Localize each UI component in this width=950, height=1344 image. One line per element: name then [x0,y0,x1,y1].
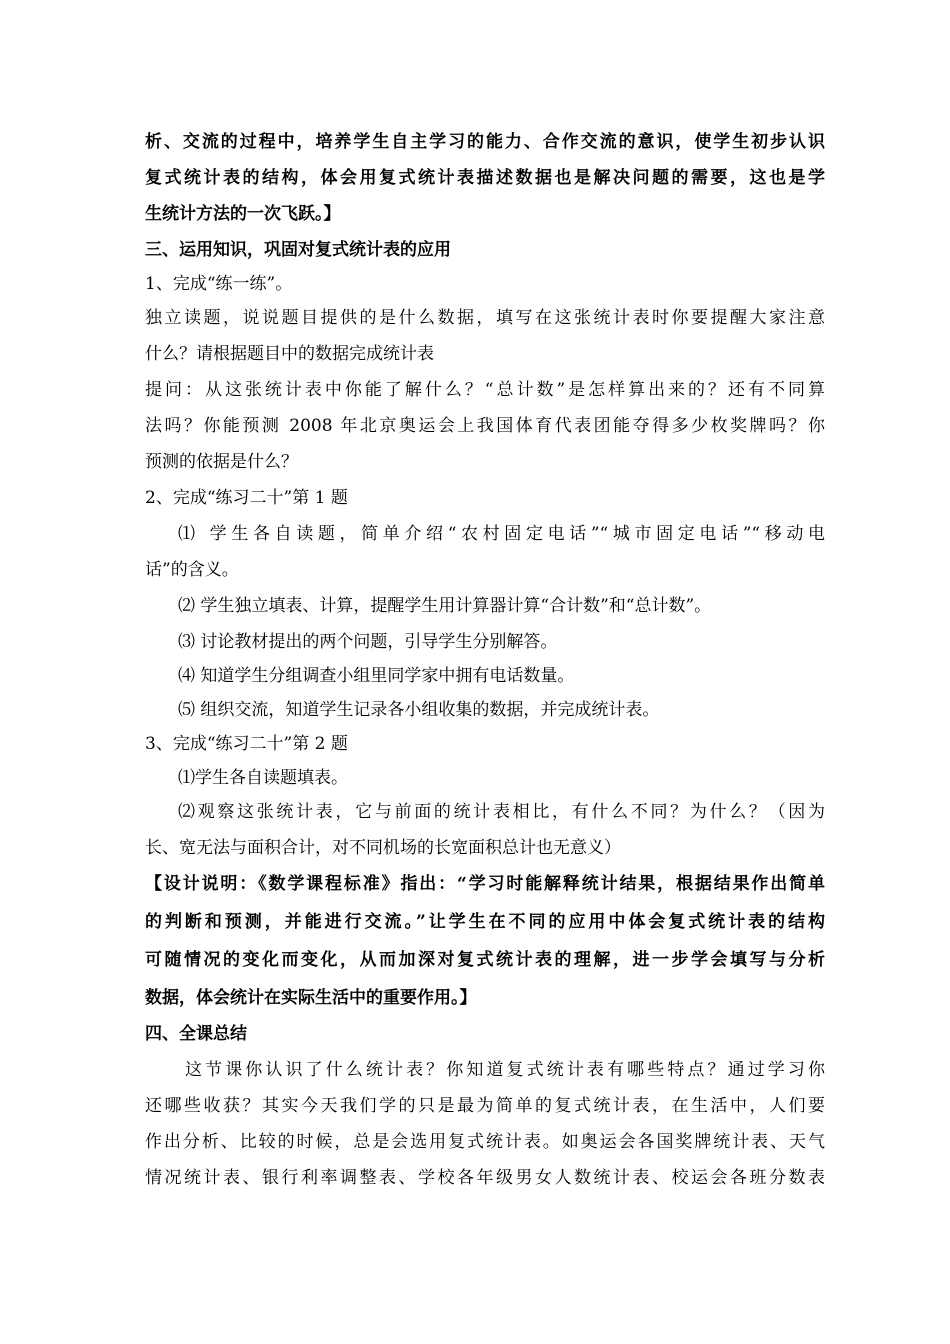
design-note-line: 可随情况的变化而变化，从而加深对复式统计表的理解，进一步学会填写与分析 [145,950,825,970]
list-item: ⑶ 讨论教材提出的两个问题，引导学生分别解答。 [178,632,558,652]
design-note-line: 析、交流的过程中，培养学生自主学习的能力、合作交流的意识，使学生初步认识 [145,132,825,152]
paragraph-line: 什么？请根据题目中的数据完成统计表 [145,344,434,364]
list-item: ⑷ 知道学生分组调查小组里同学家中拥有电话数量。 [178,666,575,686]
paragraph-line: 这节课你认识了什么统计表？你知道复式统计表有哪些特点？通过学习你 [185,1060,825,1080]
list-item: ⑵观察这张统计表，它与前面的统计表相比，有什么不同？为什么？（因为 [178,802,825,822]
paragraph-line: 作出分析、比较的时候，总是会选用复式统计表。如奥运会各国奖牌统计表、天气 [145,1132,825,1152]
design-note-line: 复式统计表的结构，体会用复式统计表描述数据也是解决问题的需要，这也是学 [145,168,825,188]
list-item: ⑴学生各自读题填表。 [178,768,348,788]
list-item: ⑴ 学生各自读题，简单介绍“农村固定电话”“城市固定电话”“移动电 [178,524,825,544]
paragraph-line: 提问：从这张统计表中你能了解什么？“总计数”是怎样算出来的？还有不同算 [145,380,825,400]
design-note-line: 的判断和预测，并能进行交流。”让学生在不同的应用中体会复式统计表的结构 [145,912,825,932]
section-heading: 四、全课总结 [145,1024,247,1044]
list-item: ⑸ 组织交流，知道学生记录各小组收集的数据，并完成统计表。 [178,700,660,720]
list-item: ⑵ 学生独立填表、计算，提醒学生用计算器计算“合计数”和“总计数”。 [178,596,712,616]
paragraph-line: 长、宽无法与面积合计，对不同机场的长宽面积总计也无意义） [145,838,621,858]
paragraph-line: 2、完成“练习二十”第 1 题 [145,488,348,508]
section-heading: 三、运用知识，巩固对复式统计表的应用 [145,240,451,260]
paragraph-line: 3、完成“练习二十”第 2 题 [145,734,348,754]
paragraph-line: 法吗？你能预测 2008 年北京奥运会上我国体育代表团能夺得多少枚奖牌吗？你 [145,416,825,436]
design-note-line: 数据，体会统计在实际生活中的重要作用。】 [145,988,477,1008]
design-note-line: 生统计方法的一次飞跃。】 [145,204,341,224]
paragraph-line: 话”的含义。 [145,560,239,580]
paragraph-line: 1、完成“练一练”。 [145,274,293,294]
design-note-line: 【设计说明：《数学课程标准》指出：“学习时能解释统计结果，根据结果作出简单 [145,874,825,894]
paragraph-line: 情况统计表、银行利率调整表、学校各年级男女人数统计表、校运会各班分数表 [145,1168,825,1188]
paragraph-line: 独立读题，说说题目提供的是什么数据，填写在这张统计表时你要提醒大家注意 [145,308,825,328]
paragraph-line: 还哪些收获？其实今天我们学的只是最为简单的复式统计表，在生活中，人们要 [145,1096,825,1116]
paragraph-line: 预测的依据是什么？ [145,452,298,472]
